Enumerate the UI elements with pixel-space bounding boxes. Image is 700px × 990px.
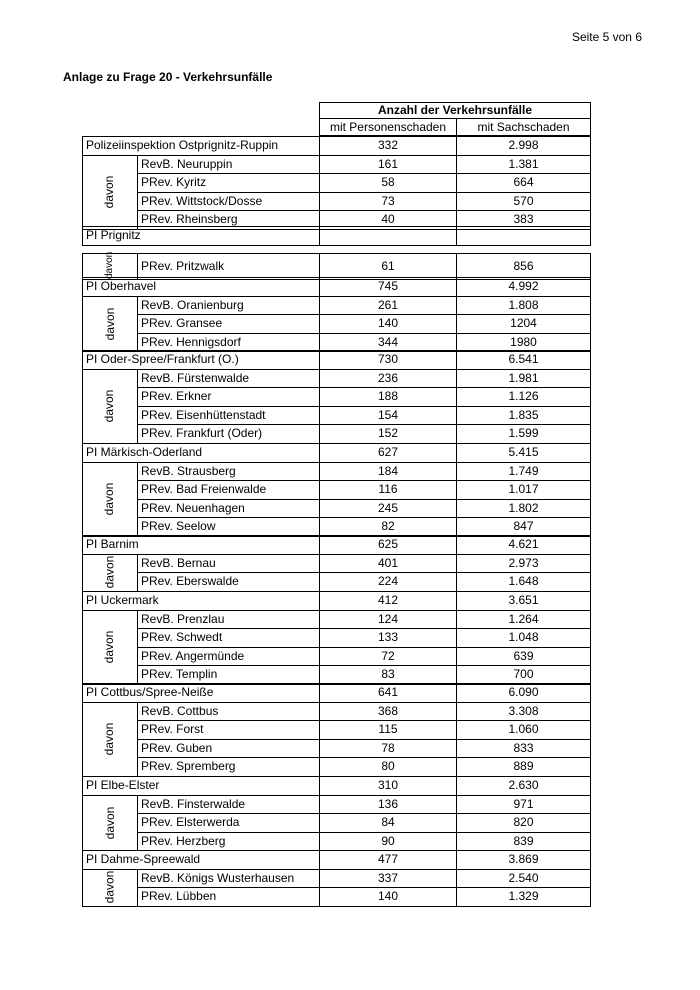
sub-row-label: PRev. Templin <box>137 665 320 685</box>
column-header-personenschaden: mit Personenschaden <box>319 119 457 136</box>
sub-row-personenschaden: 80 <box>319 757 457 777</box>
sub-row-label: RevB. Cottbus <box>137 702 320 722</box>
group-header: Anzahl der Verkehrsunfälle <box>319 102 591 119</box>
sub-row-label: PRev. Guben <box>137 739 320 759</box>
sub-row-personenschaden: 124 <box>319 610 457 630</box>
sub-row-sachschaden: 570 <box>456 192 591 212</box>
sub-row-personenschaden: 82 <box>319 517 457 537</box>
sub-row-label: PRev. Lübben <box>137 887 320 907</box>
sub-row-sachschaden: 1.381 <box>456 155 591 175</box>
sub-row-sachschaden: 833 <box>456 739 591 759</box>
sub-row-sachschaden: 1.048 <box>456 628 591 648</box>
sub-row-sachschaden: 889 <box>456 757 591 777</box>
sub-row-label: PRev. Elsterwerda <box>137 813 320 833</box>
sub-row-label: RevB. Prenzlau <box>137 610 320 630</box>
davon-label: davon <box>102 389 117 423</box>
sub-row-sachschaden: 839 <box>456 832 591 852</box>
sub-row-sachschaden: 1980 <box>456 333 591 353</box>
davon-label: davon <box>102 307 117 340</box>
column-header-sachschaden: mit Sachschaden <box>456 119 591 136</box>
sub-row-personenschaden: 72 <box>319 647 457 667</box>
sub-row-personenschaden: 133 <box>319 628 457 648</box>
sub-row-personenschaden: 115 <box>319 720 457 740</box>
sub-row-personenschaden: 154 <box>319 406 457 426</box>
group-sachschaden: 2.998 <box>456 136 591 156</box>
sub-row-sachschaden: 1.981 <box>456 369 591 389</box>
sub-row-label: PRev. Schwedt <box>137 628 320 648</box>
davon-label: davon <box>102 806 117 839</box>
group-label: PI Elbe-Elster <box>82 776 320 796</box>
sub-row-personenschaden: 245 <box>319 499 457 519</box>
sub-row-personenschaden: 140 <box>319 887 457 907</box>
sub-row-sachschaden: 971 <box>456 795 591 815</box>
group-label: PI Cottbus/Spree-Neiße <box>82 683 320 703</box>
sub-row-label: PRev. Gransee <box>137 314 320 334</box>
sub-row-sachschaden: 1.599 <box>456 424 591 444</box>
sub-row-sachschaden: 820 <box>456 813 591 833</box>
sub-row-sachschaden: 2.540 <box>456 869 591 889</box>
davon-label: davon <box>103 251 115 279</box>
sub-row-sachschaden: 1.329 <box>456 887 591 907</box>
sub-row-sachschaden: 639 <box>456 647 591 667</box>
sub-row-personenschaden: 61 <box>319 253 457 280</box>
sub-row-sachschaden: 856 <box>456 253 591 280</box>
sub-row-sachschaden: 383 <box>456 210 591 230</box>
sub-row-label: RevB. Strausberg <box>137 462 320 482</box>
sub-row-personenschaden: 152 <box>319 424 457 444</box>
group-personenschaden: 625 <box>319 535 457 555</box>
sub-row-personenschaden: 184 <box>319 462 457 482</box>
sub-row-personenschaden: 401 <box>319 554 457 574</box>
page-number: Seite 5 von 6 <box>571 30 642 44</box>
davon-label: davon <box>102 175 117 209</box>
sub-row-label: PRev. Hennigsdorf <box>137 333 320 353</box>
group-sachschaden: 2.630 <box>456 776 591 796</box>
sub-row-label: PRev. Frankfurt (Oder) <box>137 424 320 444</box>
group-label: PI Barnim <box>82 535 320 555</box>
sub-row-label: PRev. Angermünde <box>137 647 320 667</box>
group-personenschaden: 745 <box>319 277 457 297</box>
sub-row-label: PRev. Erkner <box>137 387 320 407</box>
group-sachschaden: 4.992 <box>456 277 591 297</box>
sub-row-label: PRev. Rheinsberg <box>137 210 320 230</box>
sub-row-personenschaden: 73 <box>319 192 457 212</box>
group-personenschaden: 477 <box>319 850 457 870</box>
sub-row-sachschaden: 1204 <box>456 314 591 334</box>
sub-row-personenschaden: 116 <box>319 480 457 500</box>
davon-label: davon <box>102 722 117 756</box>
group-personenschaden: 730 <box>319 350 457 370</box>
sub-row-label: PRev. Bad Freienwalde <box>137 480 320 500</box>
sub-row-label: PRev. Seelow <box>137 517 320 537</box>
group-personenschaden: 641 <box>319 683 457 703</box>
group-label: PI Dahme-Spreewald <box>82 850 320 870</box>
sub-row-personenschaden: 140 <box>319 314 457 334</box>
sub-row-personenschaden: 78 <box>319 739 457 759</box>
group-personenschaden: 412 <box>319 591 457 611</box>
davon-label: davon <box>102 630 117 664</box>
group-personenschaden <box>319 226 457 246</box>
sub-row-sachschaden: 1.017 <box>456 480 591 500</box>
sub-row-label: RevB. Oranienburg <box>137 296 320 316</box>
sub-row-personenschaden: 337 <box>319 869 457 889</box>
sub-row-personenschaden: 83 <box>319 665 457 685</box>
group-personenschaden: 627 <box>319 443 457 463</box>
davon-label: davon <box>102 482 117 516</box>
sub-row-label: RevB. Fürstenwalde <box>137 369 320 389</box>
group-sachschaden <box>456 226 591 246</box>
sub-row-label: PRev. Spremberg <box>137 757 320 777</box>
sub-row-personenschaden: 161 <box>319 155 457 175</box>
sub-row-sachschaden: 1.264 <box>456 610 591 630</box>
sub-row-personenschaden: 58 <box>319 173 457 193</box>
sub-row-personenschaden: 84 <box>319 813 457 833</box>
sub-row-personenschaden: 188 <box>319 387 457 407</box>
sub-row-sachschaden: 1.060 <box>456 720 591 740</box>
group-sachschaden: 4.621 <box>456 535 591 555</box>
sub-row-personenschaden: 40 <box>319 210 457 230</box>
sub-row-label: PRev. Wittstock/Dosse <box>137 192 320 212</box>
sub-row-personenschaden: 344 <box>319 333 457 353</box>
group-label: PI Märkisch-Oderland <box>82 443 320 463</box>
group-sachschaden: 3.869 <box>456 850 591 870</box>
sub-row-label: RevB. Finsterwalde <box>137 795 320 815</box>
sub-row-sachschaden: 3.308 <box>456 702 591 722</box>
group-personenschaden: 332 <box>319 136 457 156</box>
group-sachschaden: 3.651 <box>456 591 591 611</box>
sub-row-label: PRev. Pritzwalk <box>137 253 320 280</box>
sub-row-label: PRev. Forst <box>137 720 320 740</box>
group-sachschaden: 6.090 <box>456 683 591 703</box>
group-label: PI Uckermark <box>82 591 320 611</box>
sub-row-label: PRev. Eisenhüttenstadt <box>137 406 320 426</box>
sub-row-label: RevB. Neuruppin <box>137 155 320 175</box>
sub-row-personenschaden: 261 <box>319 296 457 316</box>
document-title: Anlage zu Frage 20 - Verkehrsunfälle <box>63 70 273 84</box>
sub-row-personenschaden: 236 <box>319 369 457 389</box>
davon-label: davon <box>102 870 117 904</box>
group-label: PI Oberhavel <box>82 277 320 297</box>
sub-row-label: PRev. Eberswalde <box>137 572 320 592</box>
group-sachschaden: 6.541 <box>456 350 591 370</box>
sub-row-sachschaden: 1.808 <box>456 296 591 316</box>
sub-row-sachschaden: 1.749 <box>456 462 591 482</box>
sub-row-sachschaden: 1.648 <box>456 572 591 592</box>
sub-row-label: RevB. Königs Wusterhausen <box>137 869 320 889</box>
group-label: PI Prignitz <box>82 226 320 246</box>
group-sachschaden: 5.415 <box>456 443 591 463</box>
sub-row-personenschaden: 90 <box>319 832 457 852</box>
group-personenschaden: 310 <box>319 776 457 796</box>
sub-row-sachschaden: 2.973 <box>456 554 591 574</box>
sub-row-sachschaden: 1.126 <box>456 387 591 407</box>
sub-row-sachschaden: 1.835 <box>456 406 591 426</box>
sub-row-sachschaden: 847 <box>456 517 591 537</box>
sub-row-label: RevB. Bernau <box>137 554 320 574</box>
sub-row-sachschaden: 664 <box>456 173 591 193</box>
sub-row-sachschaden: 700 <box>456 665 591 685</box>
sub-row-personenschaden: 368 <box>319 702 457 722</box>
davon-label: davon <box>102 555 117 589</box>
sub-row-label: PRev. Neuenhagen <box>137 499 320 519</box>
group-label: Polizeiinspektion Ostprignitz-Ruppin <box>82 136 320 156</box>
sub-row-personenschaden: 224 <box>319 572 457 592</box>
sub-row-label: PRev. Kyritz <box>137 173 320 193</box>
group-label: PI Oder-Spree/Frankfurt (O.) <box>82 350 320 370</box>
sub-row-sachschaden: 1.802 <box>456 499 591 519</box>
sub-row-personenschaden: 136 <box>319 795 457 815</box>
sub-row-label: PRev. Herzberg <box>137 832 320 852</box>
